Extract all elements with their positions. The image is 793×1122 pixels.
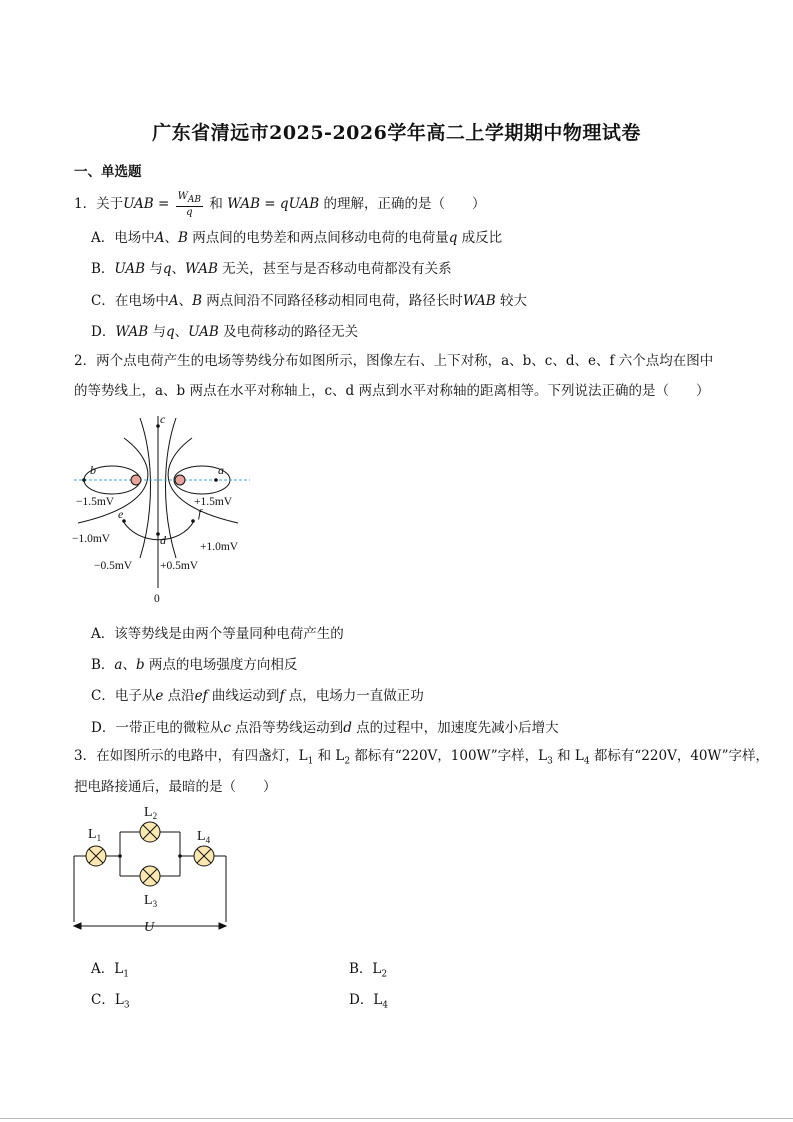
- q1-and: 和: [205, 196, 228, 212]
- q3-text: 都标有“220V，100W”字样，L: [350, 748, 548, 764]
- option-text: 该等势线是由两个等量同种电荷产生的: [114, 626, 344, 642]
- option-text: L: [114, 992, 124, 1008]
- q1-post: 的理解，正确的是（ ）: [319, 196, 486, 212]
- var-ef: ef: [194, 688, 208, 704]
- option-sub: 1: [123, 969, 129, 980]
- option-label: A．: [91, 230, 115, 246]
- label-zero: 0: [154, 593, 160, 605]
- label-l2: $L_2$: [144, 805, 158, 821]
- section-heading: 一、单选题: [74, 164, 142, 180]
- q1-eq2: =: [260, 196, 280, 212]
- sep: 、: [171, 261, 186, 277]
- q1-option-b[interactable]: [91, 257, 452, 277]
- option-text: 点，电场力一直做正功: [284, 688, 424, 704]
- var-c: c: [223, 720, 231, 736]
- q3-text: 和 L: [313, 748, 345, 764]
- option-text: 电场中: [114, 230, 155, 246]
- q1-frac-sub: AB: [187, 195, 202, 205]
- var-wab: WAB: [115, 324, 149, 340]
- q3-option-b[interactable]: [349, 957, 387, 980]
- var-uab: UAB: [188, 324, 219, 340]
- label-b: b: [90, 463, 96, 477]
- lamp-l1-icon: [86, 846, 106, 866]
- negative-charge: [131, 475, 141, 485]
- var-a: a: [114, 657, 123, 673]
- q1-number: 1．: [74, 196, 97, 212]
- var-b: B: [178, 230, 188, 246]
- option-text: 在电场中: [114, 293, 169, 309]
- option-label: B．: [91, 657, 115, 673]
- label-c: c: [160, 412, 166, 426]
- equipotential-figure: [68, 408, 258, 608]
- option-text: 两点间沿不同路径移动相同电荷，路径长时: [202, 293, 463, 309]
- positive-charge: [175, 475, 185, 485]
- label-d: d: [160, 533, 166, 547]
- lamp-l4-icon: [194, 846, 214, 866]
- label-plus-1-5: +1.5mV: [194, 496, 233, 508]
- q1-option-c[interactable]: [91, 289, 527, 309]
- option-label: D．: [91, 720, 116, 736]
- page-title: 广东省清远市2025-2026学年高二上学期期中物理试卷: [152, 122, 641, 144]
- q3-sub-4: 4: [583, 756, 590, 767]
- var-q: q: [448, 230, 458, 246]
- q3-sub-1: 1: [307, 756, 314, 767]
- var-f: f: [279, 688, 285, 704]
- option-label: D．: [91, 324, 116, 340]
- var-wab: WAB: [462, 293, 496, 309]
- label-minus-1-0: −1.0mV: [72, 533, 111, 545]
- var-a: A: [154, 230, 165, 246]
- option-text: L: [373, 992, 383, 1008]
- q1-frac-den: q: [186, 207, 193, 218]
- option-label: A．: [91, 626, 115, 642]
- option-text: L: [372, 961, 382, 977]
- option-text: 点沿等势线运动到: [230, 720, 344, 736]
- q3-sub-3: 3: [547, 756, 553, 767]
- sep: 、: [122, 657, 136, 673]
- option-text: 无关，甚至与是否移动电荷都没有关系: [217, 261, 452, 277]
- option-text: 与: [145, 261, 163, 277]
- q1-uab: UAB: [123, 196, 154, 212]
- q2-option-a[interactable]: [91, 622, 344, 642]
- option-label: C．: [91, 293, 115, 309]
- q3-sub-2: 2: [344, 756, 351, 767]
- option-text: 电子从: [114, 688, 156, 704]
- q3-text: 和 L: [552, 748, 584, 764]
- option-text: 曲线运动到: [207, 688, 280, 704]
- lamp-l2-icon: [140, 822, 160, 842]
- option-text: 与: [148, 324, 166, 340]
- option-label: C．: [91, 688, 115, 704]
- label-f: f: [198, 506, 202, 520]
- option-sub: 4: [382, 1000, 389, 1011]
- label-u: U: [144, 920, 155, 935]
- var-d: d: [343, 720, 352, 736]
- var-q: q: [166, 324, 175, 340]
- var-uab: UAB: [114, 261, 146, 277]
- var-b: B: [192, 293, 203, 309]
- q1-eq: =: [153, 196, 174, 212]
- q1-pre: 关于: [96, 196, 124, 212]
- option-label: B．: [91, 261, 115, 277]
- q1-wab: WAB: [227, 196, 261, 212]
- option-text: 两点的电场强度方向相反: [144, 657, 298, 673]
- option-text: 两点间的电势差和两点间移动电荷的电荷量: [187, 230, 449, 246]
- q2-option-c[interactable]: [91, 684, 424, 704]
- question-3-line-1: [74, 747, 769, 771]
- option-label: D．: [349, 992, 374, 1008]
- q3-option-c[interactable]: [91, 988, 130, 1011]
- q1-option-a[interactable]: [91, 226, 502, 246]
- q3-text: 都标有“220V，40W”字样，: [589, 748, 770, 764]
- option-label: A．: [91, 961, 115, 977]
- sep: 、: [178, 293, 193, 309]
- q1-quab: qUAB: [279, 196, 320, 212]
- question-2-line-2: 的等势线上，a、b 两点在水平对称轴上，c、d 两点到水平对称轴的距离相等。下列说法正确的是（ ）: [74, 383, 710, 399]
- q1-fraction: [176, 191, 203, 218]
- lamp-l3-icon: [140, 866, 160, 886]
- var-q: q: [162, 261, 172, 277]
- q2-option-d[interactable]: [91, 716, 559, 736]
- q2-option-b[interactable]: [91, 653, 297, 673]
- q3-option-a[interactable]: [91, 957, 129, 980]
- label-plus-1-0: +1.0mV: [200, 541, 239, 553]
- option-text: 点沿: [163, 688, 195, 704]
- question-3-line-2: 把电路接通后，最暗的是（ ）: [74, 779, 277, 795]
- circuit-figure: [66, 800, 236, 940]
- option-text: 及电荷移动的路径无关: [218, 324, 359, 340]
- sep: 、: [164, 230, 178, 246]
- option-text: 较大: [495, 293, 527, 309]
- question-2-line-1: 2．两个点电荷产生的电场等势线分布如图所示，图像左右、上下对称，a、b、c、d、e、f 六个点均在图中: [74, 353, 714, 369]
- label-minus-1-5: −1.5mV: [76, 496, 115, 508]
- var-e: e: [155, 688, 164, 704]
- option-text: 一带正电的微粒从: [115, 720, 224, 736]
- label-plus-0-5: +0.5mV: [160, 560, 199, 572]
- lamps: [86, 822, 214, 886]
- label-l1: $L_1$: [88, 827, 102, 843]
- point-b-dot: [82, 478, 86, 482]
- option-label: B．: [349, 961, 373, 977]
- q3-option-d[interactable]: [349, 988, 388, 1011]
- option-text: L: [114, 961, 124, 977]
- question-1-stem: [74, 191, 486, 218]
- label-e: e: [118, 507, 124, 521]
- point-a-dot: [214, 478, 218, 482]
- label-l3: $L_3$: [144, 893, 158, 909]
- option-label: C．: [91, 992, 115, 1008]
- q3-text: 3．在如图所示的电路中，有四盏灯，L: [74, 748, 308, 764]
- option-sub: 3: [123, 1000, 130, 1011]
- q1-frac-num: W: [177, 191, 188, 202]
- page-bottom-divider: [0, 1118, 793, 1119]
- option-text: 点的过程中，加速度先减小后增大: [351, 720, 559, 736]
- label-minus-0-5: −0.5mV: [94, 560, 133, 572]
- label-l4: $L_4$: [197, 829, 211, 845]
- label-a: a: [218, 463, 224, 477]
- point-f-dot: [191, 519, 195, 523]
- option-sub: 2: [381, 969, 388, 980]
- var-a: A: [168, 293, 179, 309]
- option-text: 成反比: [457, 230, 503, 246]
- sep: 、: [174, 324, 189, 340]
- q1-option-d[interactable]: [91, 320, 358, 340]
- var-b: b: [135, 657, 145, 673]
- var-wab: WAB: [185, 261, 218, 277]
